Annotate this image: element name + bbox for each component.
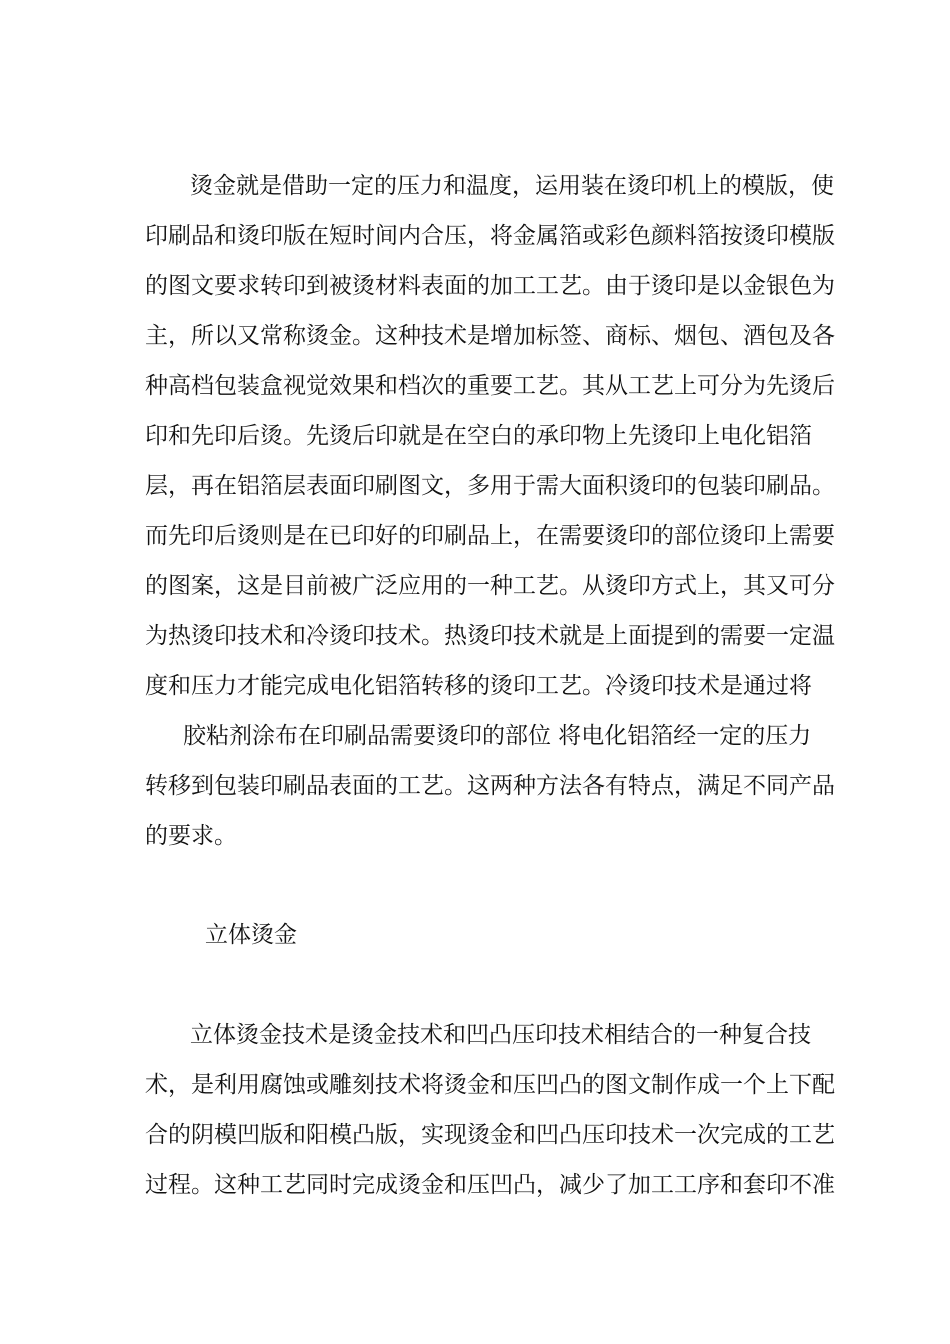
paragraph-1-line-2: 印刷品和烫印版在短时间内合压，将金属箔或彩色颜料箔按烫印模版: [145, 223, 835, 249]
paragraph-1-line-5: 种高档包装盒视觉效果和档次的重要工艺。其从工艺上可分为先烫后: [145, 373, 835, 399]
paragraph-1-line-8: 而先印后烫则是在已印好的印刷品上，在需要烫印的部位烫印上需要: [145, 523, 835, 549]
paragraph-2-line-4: 过程。这种工艺同时完成烫金和压凹凸，减少了加工工序和套印不准: [145, 1172, 835, 1198]
paragraph-1-line-10: 为热烫印技术和冷烫印技术。热烫印技术就是上面提到的需要一定温: [145, 623, 835, 649]
paragraph-1-line-11: 度和压力才能完成电化铝箔转移的烫印工艺。冷烫印技术是通过将: [145, 673, 812, 699]
paragraph-2-line-3: 合的阴模凹版和阳模凸版，实现烫金和凹凸压印技术一次完成的工艺: [145, 1122, 835, 1148]
paragraph-1-line-7: 层，再在铝箔层表面印刷图文，多用于需大面积烫印的包装印刷品。: [145, 473, 835, 499]
paragraph-1-line-1: 烫金就是借助一定的压力和温度，运用装在烫印机上的模版，使: [190, 173, 834, 199]
section-heading: 立体烫金: [205, 922, 297, 948]
paragraph-2-line-1: 立体烫金技术是烫金技术和凹凸压印技术相结合的一种复合技: [190, 1022, 811, 1048]
paragraph-1-line-6: 印和先印后烫。先烫后印就是在空白的承印物上先烫印上电化铝箔: [145, 423, 812, 449]
paragraph-1-line-13: 转移到包装印刷品表面的工艺。这两种方法各有特点，满足不同产品: [145, 773, 835, 799]
paragraph-2-line-2: 术，是利用腐蚀或雕刻技术将烫金和压凹凸的图文制作成一个上下配: [145, 1072, 835, 1098]
paragraph-1-line-12: 胶粘剂涂布在印刷品需要烫印的部位 将电化铝箔经一定的压力: [183, 723, 812, 749]
paragraph-1-line-3: 的图文要求转印到被烫材料表面的加工工艺。由于烫印是以金银色为: [145, 273, 835, 299]
paragraph-1-line-14: 的要求。: [145, 823, 237, 849]
paragraph-1-line-9: 的图案，这是目前被广泛应用的一种工艺。从烫印方式上，其又可分: [145, 573, 835, 599]
paragraph-1-line-4: 主，所以又常称烫金。这种技术是增加标签、商标、烟包、酒包及各: [145, 323, 835, 349]
